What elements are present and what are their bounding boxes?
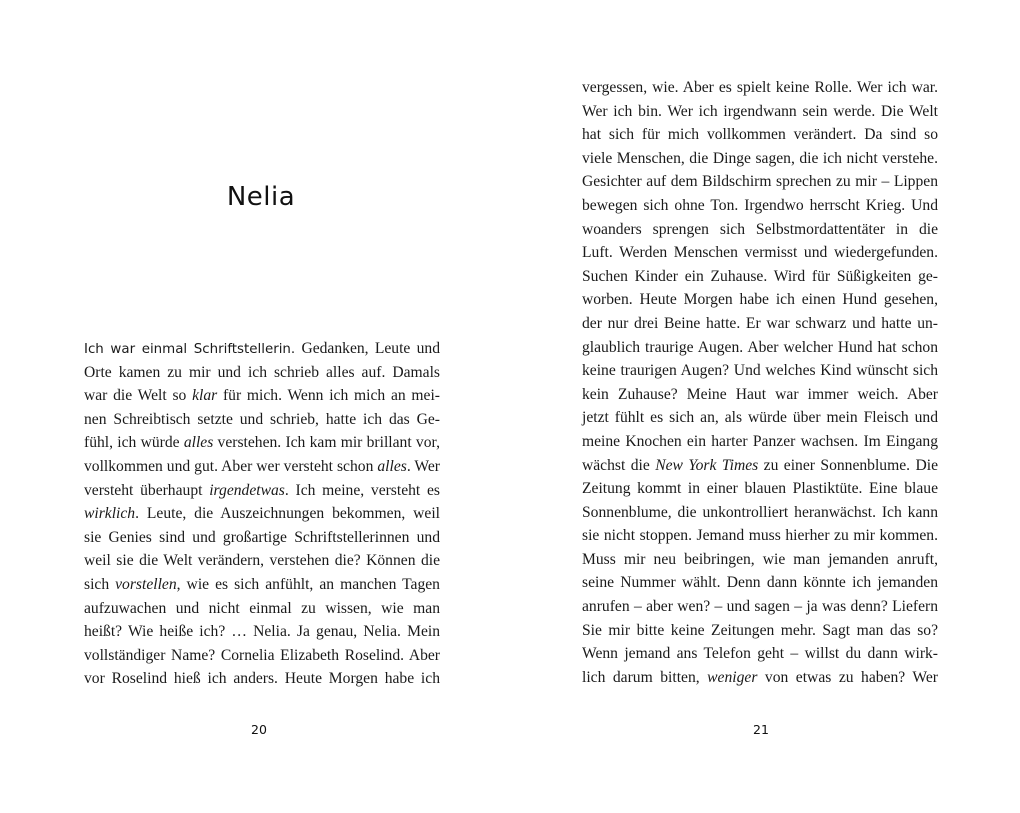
text-run: meine Knochen ein harter Panzer wachsen. Im Eingang: [582, 432, 938, 450]
text-line: [582, 100, 938, 124]
italic-text: irgendetwas: [209, 481, 285, 499]
text-run: keine traurigen Augen? Und welches Kind wünscht sich: [582, 362, 938, 380]
text-line: [582, 123, 938, 147]
text-line: [582, 383, 938, 407]
text-line: [84, 455, 440, 479]
text-run: aufzuwachen und nicht einmal zu wissen, wie man: [84, 599, 440, 617]
text-run: . Leute, die Auszeichnungen bekommen, weil: [135, 505, 440, 523]
text-line: [582, 76, 938, 100]
text-line: [582, 194, 938, 218]
text-run: hat sich für mich vollkommen verändert. Da sind so: [582, 126, 938, 144]
right-page-body: [582, 76, 938, 689]
text-line: [582, 548, 938, 572]
text-run: Gesichter auf dem Bildschirm sprechen zu mir – Lippen: [582, 173, 938, 191]
text-run: Suchen Kinder ein Zuhause. Wird für Süßigkeiten ge-: [582, 267, 938, 285]
italic-text: wirklich: [84, 505, 136, 523]
text-run: glaublich traurige Augen. Aber welcher Hund hat schon: [582, 338, 938, 356]
text-run: Sonnenblume, die unkontrolliert heranwächst. Ich kann: [582, 503, 938, 521]
right-page: [510, 0, 1020, 813]
text-run: Gedanken, Leute und: [295, 340, 440, 357]
italic-text: alles: [377, 457, 407, 475]
text-run: . Wer: [406, 457, 440, 475]
page-number-left: 20: [251, 722, 267, 737]
text-line: [84, 361, 440, 385]
text-run: weil sie die Welt verändern, verstehen die? Können die: [84, 552, 440, 570]
text-run: sie nicht stoppen. Jemand muss hierher zu mir kommen.: [582, 527, 938, 545]
text-run: kein Zuhause? Meine Haut war immer weich. Aber: [582, 385, 938, 403]
text-line: [582, 501, 938, 525]
text-run: . Ich meine, versteht es: [284, 481, 440, 499]
text-run: der nur drei Beine hatte. Er war schwarz und hatte un-: [582, 314, 938, 332]
text-run: fühl, ich würde: [84, 434, 184, 452]
text-line: [582, 288, 938, 312]
text-run: Zeitung kommt in einer blauen Plastiktüte. Eine blaue: [582, 480, 938, 498]
text-run: , wie es sich anfühlt, an manchen Tagen: [176, 575, 440, 593]
text-line: [84, 431, 440, 455]
text-run: zu einer Sonnenblume. Die: [758, 456, 938, 474]
text-line: [84, 573, 440, 597]
text-line: [582, 218, 938, 242]
left-page-body: [84, 337, 440, 691]
text-run: war die Welt so: [84, 387, 193, 405]
text-line: [84, 337, 440, 361]
text-run: wächst die: [582, 456, 656, 474]
text-run: Muss mir neu beibringen, wie man jemanden anruft,: [582, 550, 938, 568]
page-number-right: 21: [753, 722, 769, 737]
text-run: von etwas zu haben? Wer: [757, 668, 939, 686]
lead-in-text: Ich war einmal Schriftstellerin.: [84, 342, 296, 357]
text-line: [84, 597, 440, 621]
text-line: [582, 336, 938, 360]
text-line: [84, 549, 440, 573]
text-line: [582, 477, 938, 501]
text-run: worben. Heute Morgen habe ich einen Hund gesehen,: [582, 291, 938, 309]
text-line: [582, 147, 938, 171]
text-run: vor Roselind hieß ich anders. Heute Morgen habe ich: [84, 670, 440, 688]
text-line: [84, 644, 440, 668]
text-run: woanders sprengen sich Selbstmordattentäter in die: [582, 220, 938, 238]
text-run: Wer ich bin. Wer ich irgendwann sein werde. Die Welt: [582, 102, 938, 120]
text-run: versteht überhaupt: [84, 481, 210, 499]
text-line: [84, 408, 440, 432]
italic-text: klar: [192, 387, 218, 405]
text-line: [582, 524, 938, 548]
text-line: [582, 454, 938, 478]
text-run: viele Menschen, die Dinge sagen, die ich nicht verstehe.: [582, 149, 938, 167]
text-line: [84, 502, 440, 526]
text-line: [84, 384, 440, 408]
text-line: [582, 241, 938, 265]
text-run: sie Genies sind und großartige Schriftstellerinnen und: [84, 528, 440, 546]
text-run: für mich. Wenn ich mich an mei-: [217, 387, 440, 405]
text-run: heißt? Wie heiße ich? … Nelia. Ja genau, Nelia. Mein: [84, 623, 440, 641]
text-run: sich: [84, 575, 116, 593]
text-run: Orte kamen zu mir und ich schrieb alles auf. Damals: [84, 363, 440, 381]
text-line: [582, 430, 938, 454]
text-line: [582, 406, 938, 430]
text-run: vollkommen und gut. Aber wer versteht schon: [84, 457, 378, 475]
text-line: [84, 526, 440, 550]
text-line: [582, 571, 938, 595]
text-run: vergessen, wie. Aber es spielt keine Rolle. Wer ich war.: [582, 79, 938, 96]
text-line: [582, 595, 938, 619]
text-line: [84, 667, 440, 691]
text-run: seine Nummer wählt. Denn dann könnte ich jemanden: [582, 574, 938, 592]
text-line: [582, 170, 938, 194]
text-line: [582, 666, 938, 690]
text-run: bewegen sich ohne Ton. Irgendwo herrscht Krieg. Und: [582, 196, 938, 214]
text-line: [582, 312, 938, 336]
text-run: Sie mir bitte keine Zeitungen mehr. Sagt man das so?: [582, 621, 938, 639]
chapter-title: Nelia: [226, 182, 296, 212]
italic-text: New York Times: [655, 456, 759, 474]
text-run: vollständiger Name? Cornelia Elizabeth Roselind. Aber: [84, 646, 440, 664]
text-run: Wenn jemand ans Telefon geht – willst du dann wirk-: [582, 645, 938, 663]
text-line: [84, 479, 440, 503]
italic-text: vorstellen: [115, 575, 177, 593]
italic-text: weniger: [707, 668, 758, 686]
text-run: jetzt fühlt es sich an, als würde über mein Fleisch und: [582, 409, 938, 427]
text-run: verstehen. Ich kam mir brillant vor,: [213, 434, 440, 452]
text-line: [582, 265, 938, 289]
text-line: [582, 619, 938, 643]
text-line: [582, 642, 938, 666]
text-run: anrufen – aber wen? – und sagen – ja was denn? Liefern: [582, 598, 938, 616]
text-run: lich darum bitten,: [582, 668, 708, 686]
italic-text: alles: [183, 434, 214, 452]
text-line: [582, 359, 938, 383]
text-line: [84, 620, 440, 644]
text-run: Luft. Werden Menschen vermisst und wiedergefunden.: [582, 244, 938, 262]
text-run: nen Schreibtisch setzte und schrieb, hatte ich das Ge-: [84, 410, 440, 428]
